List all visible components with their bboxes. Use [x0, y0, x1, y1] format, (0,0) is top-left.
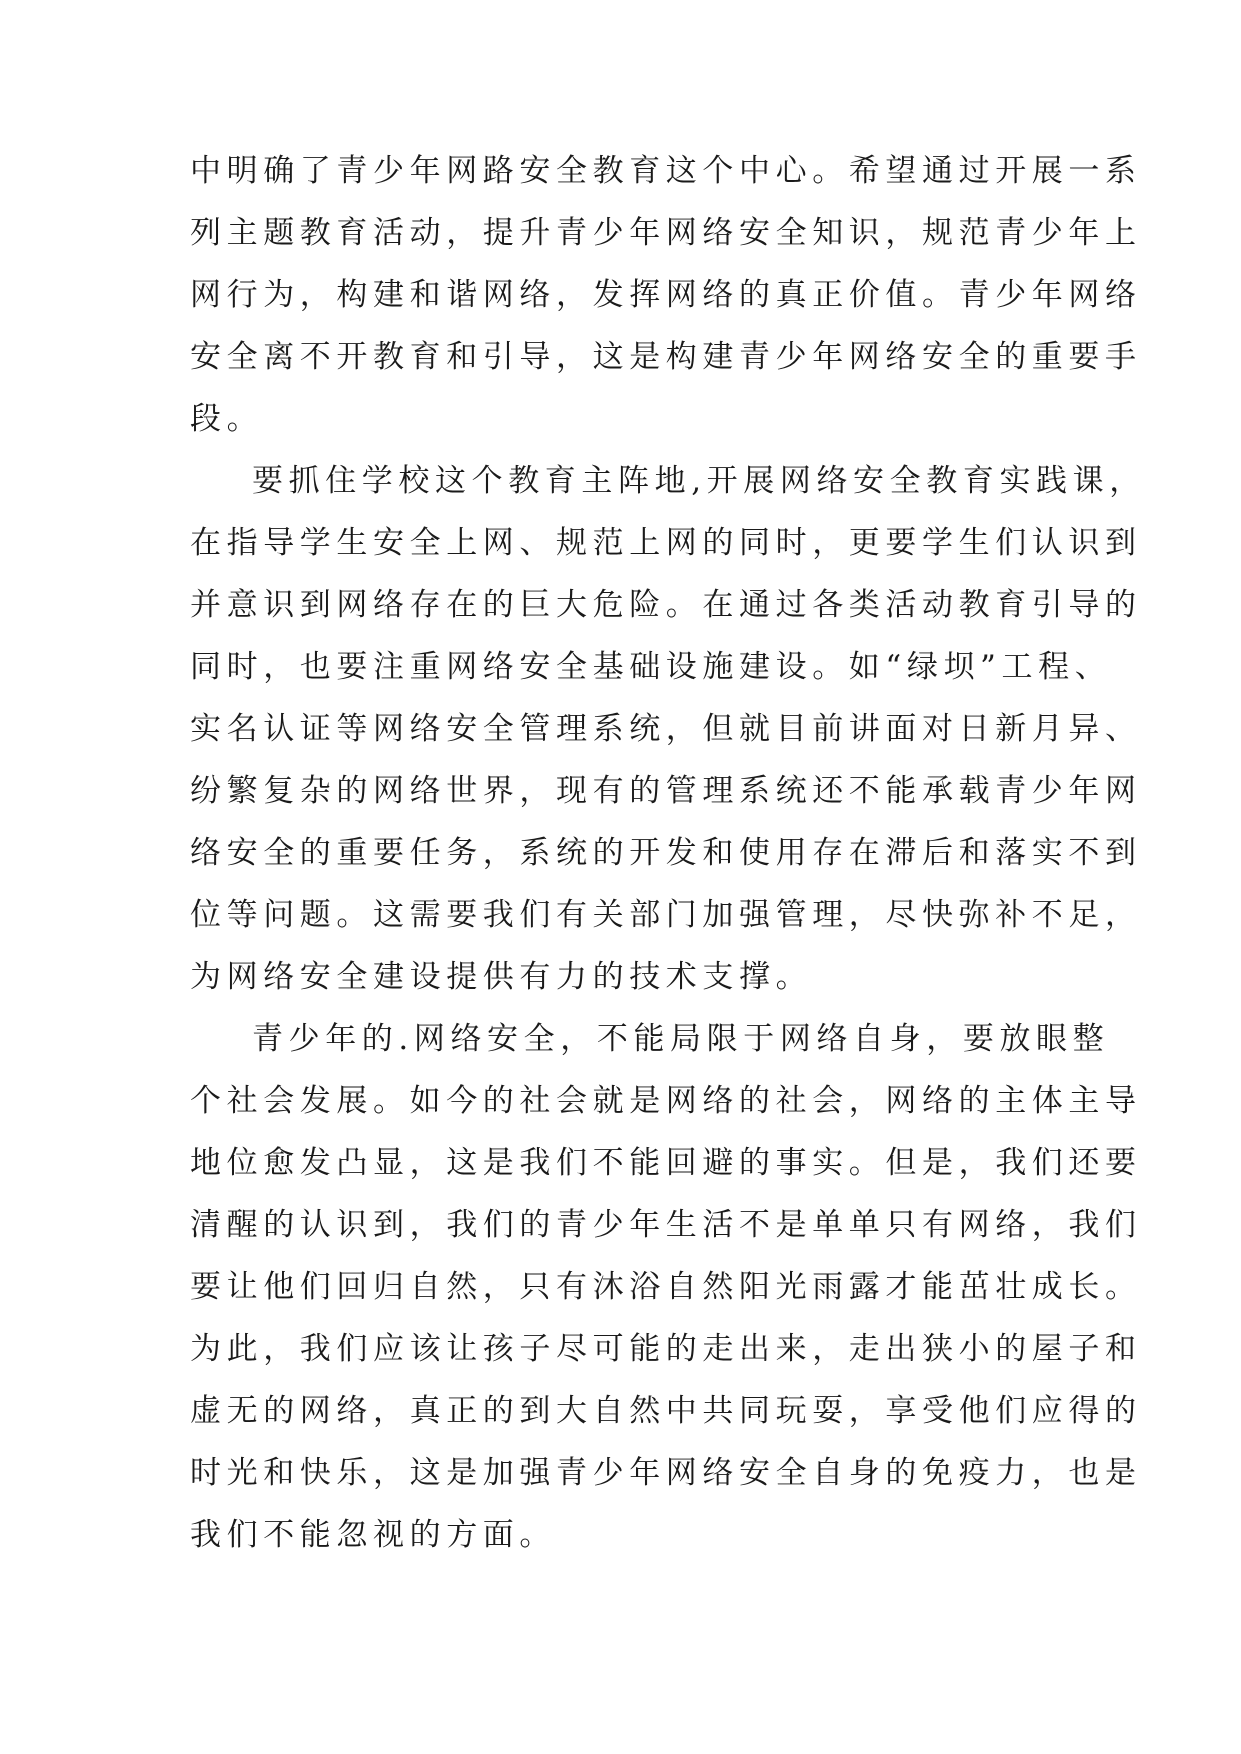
text-line: 为网络安全建设提供有力的技术支撑。	[190, 959, 813, 995]
text-line: 时光和快乐，这是加强青少年网络安全自身的免疫力，也是	[190, 1455, 1142, 1491]
text-line: 我们不能忽视的方面。	[190, 1517, 556, 1553]
text-line: 络安全的重要任务，系统的开发和使用存在滞后和落实不到	[190, 835, 1142, 871]
text-line: 地位愈发凸显，这是我们不能回避的事实。但是，我们还要	[190, 1145, 1142, 1181]
text-line: 纷繁复杂的网络世界，现有的管理系统还不能承载青少年网	[190, 773, 1142, 809]
text-line: 并意识到网络存在的巨大危险。在通过各类活动教育引导的	[190, 587, 1142, 623]
text-line: 中明确了青少年网路安全教育这个中心。希望通过开展一系	[190, 153, 1142, 189]
text-line: 实名认证等网络安全管理系统，但就目前讲面对日新月异、	[190, 711, 1142, 747]
paragraph-first-line: 要抓住学校这个教育主阵地,开展网络安全教育实践课，	[252, 463, 1146, 499]
text-line: 清醒的认识到，我们的青少年生活不是单单只有网络，我们	[190, 1207, 1142, 1243]
text-line: 同时，也要注重网络安全基础设施建设。如“绿坝”工程、	[190, 649, 1112, 685]
text-line: 要让他们回归自然，只有沐浴自然阳光雨露才能茁壮成长。	[190, 1269, 1142, 1305]
text-line: 列主题教育活动，提升青少年网络安全知识，规范青少年上	[190, 215, 1142, 251]
text-line: 虚无的网络，真正的到大自然中共同玩耍，享受他们应得的	[190, 1393, 1142, 1429]
text-line: 在指导学生安全上网、规范上网的同时，更要学生们认识到	[190, 525, 1142, 561]
text-line: 位等问题。这需要我们有关部门加强管理，尽快弥补不足，	[190, 897, 1142, 933]
paragraph-first-line: 青少年的.网络安全，不能局限于网络自身，要放眼整	[252, 1021, 1110, 1057]
text-line: 安全离不开教育和引导，这是构建青少年网络安全的重要手	[190, 339, 1142, 375]
text-line: 为此，我们应该让孩子尽可能的走出来，走出狭小的屋子和	[190, 1331, 1142, 1367]
text-line: 网行为，构建和谐网络，发挥网络的真正价值。青少年网络	[190, 277, 1142, 313]
text-line: 个社会发展。如今的社会就是网络的社会，网络的主体主导	[190, 1083, 1142, 1119]
text-line: 段。	[190, 401, 264, 437]
